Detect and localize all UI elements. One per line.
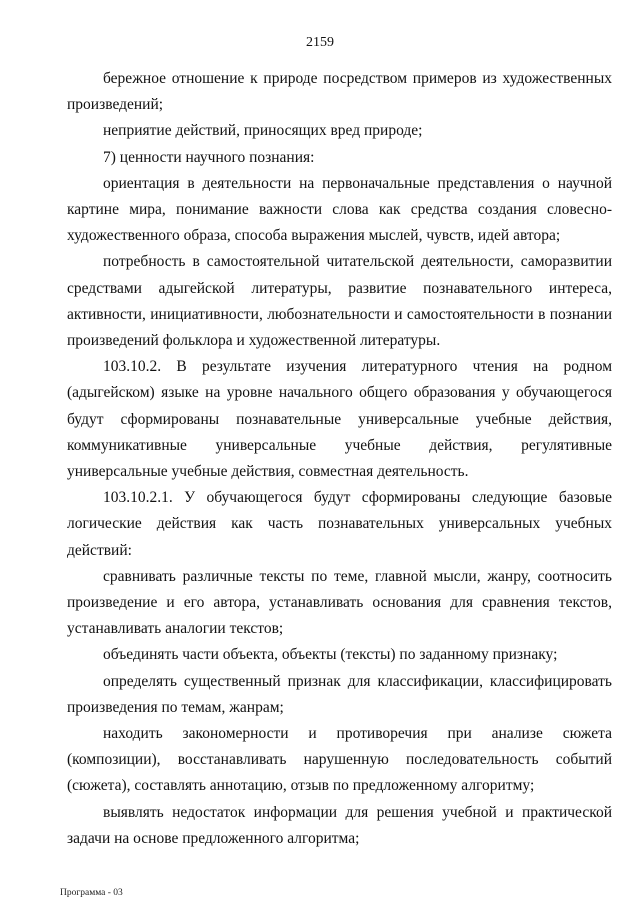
paragraph: ориентация в деятельности на первоначальные представления о научной картине мира, понимание важности слова как средства создания словесно-художественного образа, способа выражения мыслей, чувств, идей автора;	[67, 174, 612, 245]
document-body	[67, 66, 612, 852]
page-footer: Программа - 03	[60, 888, 123, 898]
paragraph: 103.10.2. В результате изучения литературного чтения на родном (адыгейском) языке на уровне начального общего образования у обучающегося будут сформированы познавательные универсальные учебные действия, коммуникативные универсальные учебные действия, регулятивные универсальные учебные действия, совместная деятельность.	[67, 358, 612, 481]
paragraph: выявлять недостаток информации для решения учебной и практической задачи на основе предложенного алгоритма;	[67, 803, 612, 847]
paragraph: объединять части объекта, объекты (тексты) по заданному признаку;	[103, 646, 558, 664]
paragraph: 103.10.2.1. У обучающегося будут сформированы следующие базовые логические действия как часть познавательных универсальных учебных действий:	[67, 489, 612, 559]
paragraph: сравнивать различные тексты по теме, главной мысли, жанру, соотносить произведение и его автора, устанавливать основания для сравнения текстов, устанавливать аналогии текстов;	[67, 567, 612, 638]
paragraph: потребность в самостоятельной читательской деятельности, саморазвитии средствами адыгейской литературы, развитие познавательного интереса, активности, инициативности, любознательности и самостоятельности в познании произведений фольклора и художественной литературы.	[67, 253, 612, 350]
page-number: 2159	[306, 35, 334, 50]
paragraph: определять существенный признак для классификации, классифицировать произведения по темам, жанрам;	[67, 672, 612, 716]
paragraph: 7) ценности научного познания:	[103, 148, 315, 166]
paragraph: находить закономерности и противоречия при анализе сюжета (композиции), восстанавливать нарушенную последовательность событий (сюжета), составлять аннотацию, отзыв по предложенному алгоритму;	[67, 725, 612, 795]
paragraph: неприятие действий, приносящих вред природе;	[103, 122, 423, 140]
paragraph: бережное отношение к природе посредством примеров из художественных произведений;	[67, 70, 612, 114]
